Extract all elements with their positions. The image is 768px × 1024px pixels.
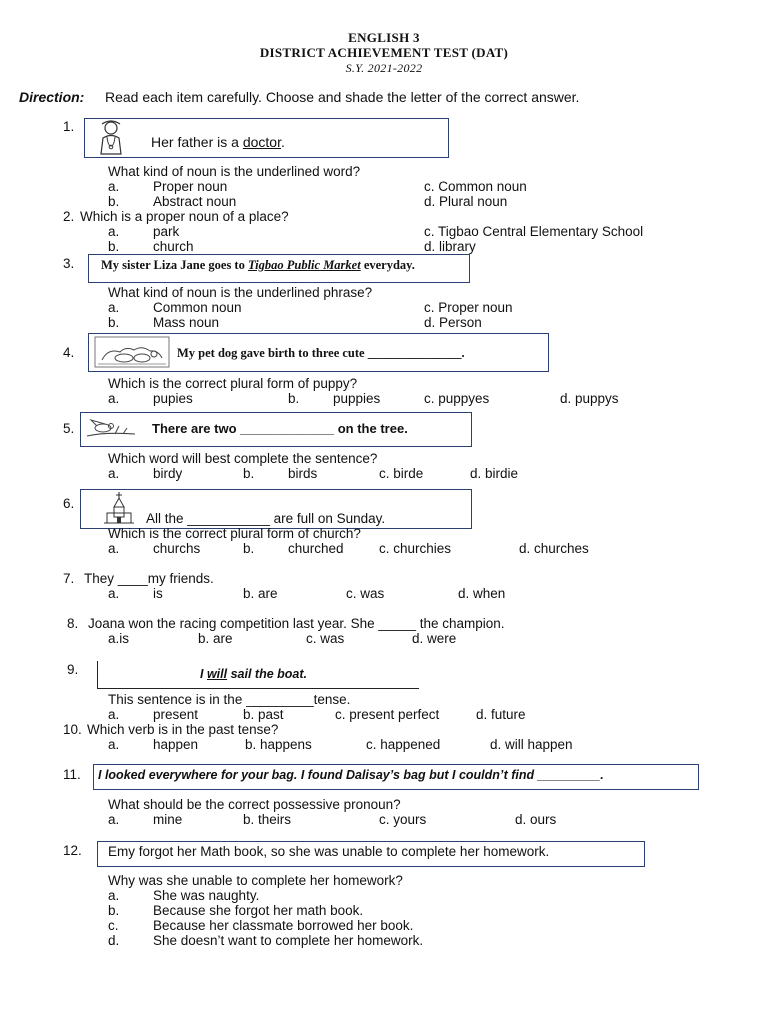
item-12-option-d-letter[interactable]: d. <box>108 933 120 948</box>
item-6-option-b-letter[interactable]: b. <box>243 541 255 556</box>
item-1-option-c[interactable]: c. Common noun <box>424 179 527 194</box>
item-11-option-c[interactable]: c. yours <box>379 812 427 827</box>
item-7-number: 7. <box>63 571 75 586</box>
bird-icon <box>85 414 137 444</box>
item-9-question: This sentence is in the _________tense. <box>108 692 351 707</box>
item-8-number: 8. <box>67 616 79 631</box>
item-1-stem: Her father is a doctor. <box>151 134 285 150</box>
item-10-number: 10. <box>63 722 82 737</box>
item-6-stem: All the ___________ are full on Sunday. <box>146 511 386 526</box>
item-2-number: 2. <box>63 209 75 224</box>
item-2-option-b-letter[interactable]: b. <box>108 239 120 254</box>
item-9-option-c[interactable]: c. present perfect <box>335 707 440 722</box>
item-1-option-a[interactable]: Proper noun <box>153 179 228 194</box>
item-9-option-a[interactable]: present <box>153 707 199 722</box>
item-2-question: Which is a proper noun of a place? <box>80 209 289 224</box>
direction-label: Direction: <box>19 89 85 105</box>
item-6-question: Which is the correct plural form of church? <box>108 526 361 541</box>
item-7-option-a[interactable]: is <box>153 586 163 601</box>
item-12-option-c[interactable]: Because her classmate borrowed her book. <box>153 918 414 933</box>
item-11-number: 11. <box>63 767 81 782</box>
item-4-option-b[interactable]: puppies <box>333 391 381 406</box>
item-7-option-d[interactable]: d. when <box>458 586 506 601</box>
item-1-option-b-letter[interactable]: b. <box>108 194 120 209</box>
item-8-stem: Joana won the racing competition last year. She _____ the champion. <box>88 616 505 631</box>
item-12-option-a[interactable]: She was naughty. <box>153 888 260 903</box>
item-11-option-a-letter[interactable]: a. <box>108 812 120 827</box>
item-9-bottom-rule <box>97 688 419 689</box>
item-6-option-b[interactable]: churched <box>288 541 344 556</box>
item-6-option-a[interactable]: churchs <box>153 541 201 556</box>
item-4-option-a-letter[interactable]: a. <box>108 391 120 406</box>
item-5-stem: There are two _____________ on the tree. <box>152 421 408 436</box>
item-12-stem: Emy forgot her Math book, so she was unable to complete her homework. <box>108 844 550 859</box>
item-8-option-c[interactable]: c. was <box>306 631 345 646</box>
item-2-option-a-letter[interactable]: a. <box>108 224 120 239</box>
item-9-underlined: will <box>206 667 228 681</box>
item-12-box <box>97 841 645 867</box>
item-1-question: What kind of noun is the underlined word? <box>108 164 361 179</box>
item-3-option-a[interactable]: Common noun <box>153 300 242 315</box>
test-title: DISTRICT ACHIEVEMENT TEST (DAT) <box>259 45 509 60</box>
item-7-option-b[interactable]: b. are <box>243 586 278 601</box>
item-10-option-a[interactable]: happen <box>153 737 199 752</box>
item-2-option-c[interactable]: c. Tigbao Central Elementary School <box>424 224 644 239</box>
item-12-question: Why was she unable to complete her homework? <box>108 873 403 888</box>
item-11-option-a[interactable]: mine <box>153 812 183 827</box>
item-11-question: What should be the correct possessive pronoun? <box>108 797 401 812</box>
item-12-option-a-letter[interactable]: a. <box>108 888 120 903</box>
item-9-stem: I will sail the boat. <box>200 667 307 681</box>
item-9-left-rule <box>97 661 98 688</box>
item-11-option-b[interactable]: b. theirs <box>243 812 292 827</box>
direction-text: Read each item carefully. Choose and shade the letter of the correct answer. <box>105 89 580 105</box>
item-3-option-d[interactable]: d. Person <box>424 315 482 330</box>
item-10-option-a-letter[interactable]: a. <box>108 737 120 752</box>
item-5-option-b-letter[interactable]: b. <box>243 466 255 481</box>
item-10-option-d[interactable]: d. will happen <box>490 737 573 752</box>
item-5-option-a[interactable]: birdy <box>153 466 183 481</box>
item-11-stem: I looked everywhere for your bag. I found Dalisay’s bag but I couldn’t find _________. <box>98 768 604 782</box>
item-4-option-b-letter[interactable]: b. <box>288 391 300 406</box>
item-5-option-a-letter[interactable]: a. <box>108 466 120 481</box>
item-6-option-d[interactable]: d. churches <box>519 541 589 556</box>
item-7-option-c[interactable]: c. was <box>346 586 385 601</box>
item-1-number: 1. <box>63 119 75 134</box>
item-12-option-b[interactable]: Because she forgot her math book. <box>153 903 364 918</box>
item-4-question: Which is the correct plural form of puppy? <box>108 376 358 391</box>
item-5-number: 5. <box>63 421 75 436</box>
item-4-stem: My pet dog gave birth to three cute _______________. <box>177 346 465 360</box>
item-2-option-a[interactable]: park <box>153 224 180 239</box>
item-10-option-b[interactable]: b. happens <box>245 737 312 752</box>
item-6-option-a-letter[interactable]: a. <box>108 541 120 556</box>
item-9-option-d[interactable]: d. future <box>476 707 526 722</box>
item-12-option-d[interactable]: She doesn’t want to complete her homework. <box>153 933 424 948</box>
item-3-option-c[interactable]: c. Proper noun <box>424 300 513 315</box>
item-4-number: 4. <box>63 345 75 360</box>
item-3-underlined: Tigbao Public Market <box>247 258 361 272</box>
doctor-icon <box>94 120 128 156</box>
item-2-option-d[interactable]: d. library <box>424 239 476 254</box>
item-3-option-a-letter[interactable]: a. <box>108 300 120 315</box>
item-12-option-c-letter[interactable]: c. <box>108 918 119 933</box>
item-4-option-d[interactable]: d. puppys <box>560 391 619 406</box>
item-1-underlined: doctor <box>242 134 281 150</box>
item-9-number: 9. <box>67 662 79 677</box>
item-3-stem: My sister Liza Jane goes to Tigbao Public Market everyday. <box>101 258 415 272</box>
item-11-option-d[interactable]: d. ours <box>515 812 557 827</box>
item-6-number: 6. <box>63 496 75 511</box>
item-8-option-d[interactable]: d. were <box>412 631 457 646</box>
item-2-option-b[interactable]: church <box>153 239 194 254</box>
item-7-option-a-letter[interactable]: a. <box>108 586 120 601</box>
item-12-number: 12. <box>63 843 82 858</box>
item-10-question: Which verb is in the past tense? <box>87 722 279 737</box>
subject-title: ENGLISH 3 <box>348 30 420 45</box>
item-11-box <box>93 764 699 790</box>
item-9-option-a-letter[interactable]: a. <box>108 707 120 722</box>
dog-icon <box>94 336 170 368</box>
item-1-option-a-letter[interactable]: a. <box>108 179 120 194</box>
item-3-number: 3. <box>63 256 75 271</box>
item-3-question: What kind of noun is the underlined phrase? <box>108 285 373 300</box>
item-8-option-b[interactable]: b. are <box>198 631 233 646</box>
item-5-question: Which word will best complete the sentence? <box>108 451 378 466</box>
item-5-option-b[interactable]: birds <box>288 466 318 481</box>
item-10-option-c[interactable]: c. happened <box>366 737 441 752</box>
item-5-option-d[interactable]: d. birdie <box>470 466 519 481</box>
item-4-option-a[interactable]: pupies <box>153 391 193 406</box>
school-year: S.Y. 2021-2022 <box>345 61 423 75</box>
item-3-option-b[interactable]: Mass noun <box>153 315 220 330</box>
item-6-option-c[interactable]: c. churchies <box>379 541 452 556</box>
item-4-option-c[interactable]: c. puppyes <box>424 391 490 406</box>
item-8-option-a[interactable]: a.is <box>108 631 130 646</box>
item-5-option-c[interactable]: c. birde <box>379 466 424 481</box>
item-9-option-b[interactable]: b. past <box>243 707 284 722</box>
item-7-stem: They ____my friends. <box>84 571 214 586</box>
church-icon <box>102 491 136 525</box>
item-1-option-d[interactable]: d. Plural noun <box>424 194 508 209</box>
item-3-option-b-letter[interactable]: b. <box>108 315 120 330</box>
item-1-option-b[interactable]: Abstract noun <box>153 194 237 209</box>
item-12-option-b-letter[interactable]: b. <box>108 903 120 918</box>
